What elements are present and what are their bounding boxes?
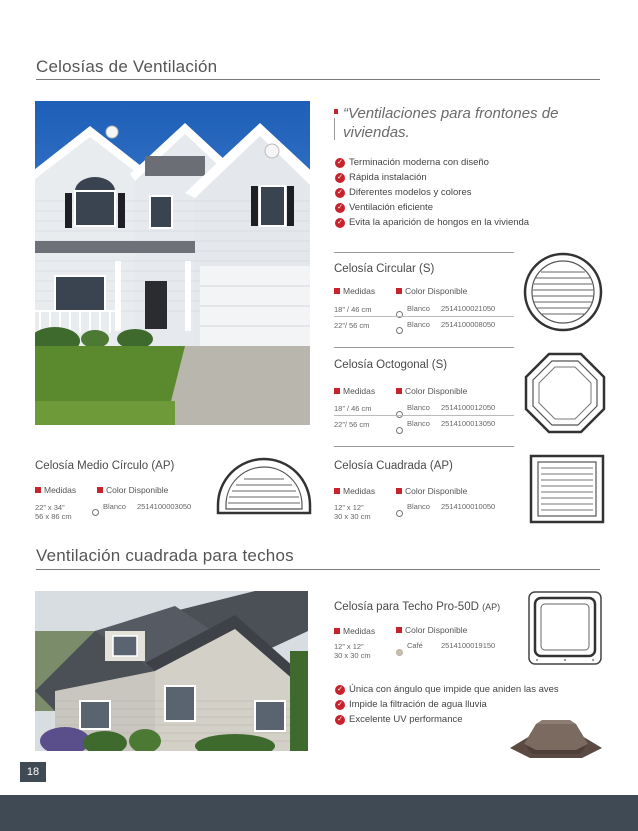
roof-house-photo (35, 591, 308, 751)
check-icon: ✓ (335, 203, 345, 213)
color-label: Color Disponible (396, 386, 467, 396)
color-swatch (92, 503, 99, 521)
color-swatch (396, 421, 403, 439)
size-metric: 30 x 30 cm (334, 651, 371, 660)
row-divider (334, 316, 514, 317)
color-swatch (396, 321, 403, 339)
intro-quote (343, 104, 558, 142)
section-title-techos: Ventilación cuadrada para techos (36, 546, 294, 565)
product-code: 2514100021050 (441, 304, 496, 313)
divider (334, 252, 514, 253)
row-divider (334, 415, 514, 416)
feature-item: ✓ Evita la aparición de hongos en la vivienda (335, 215, 529, 230)
color-name: Blanco (407, 320, 430, 329)
medidas-label: Medidas (334, 386, 375, 396)
color-label: Color Disponible (396, 486, 467, 496)
quote-marker (334, 109, 338, 114)
product-title-circular: Celosía Circular (S) (334, 263, 435, 275)
feature-item: ✓ Terminación moderna con diseño (335, 155, 529, 170)
medidas-label: Medidas (334, 286, 375, 296)
color-label: Color Disponible (97, 485, 168, 495)
section-title-celosias: Celosías de Ventilación (36, 57, 218, 76)
roof-vent-photo (510, 718, 602, 769)
product-title-cuadrada: Celosía Cuadrada (AP) (334, 460, 453, 472)
color-name: Blanco (407, 419, 430, 428)
size: 12” x 12” (334, 503, 364, 512)
size: 18” / 46 cm (334, 305, 372, 314)
square-vent-image (529, 454, 605, 529)
color-name: Blanco (407, 304, 430, 313)
color-label: Color Disponible (396, 625, 467, 635)
check-icon: ✓ (335, 158, 345, 168)
product-title-octogonal: Celosía Octogonal (S) (334, 359, 448, 371)
product-title-techo: Celosía para Techo Pro-50D (AP) (334, 601, 501, 613)
quote-line-1: “Ventilaciones para frontones de (343, 105, 559, 122)
feature-item: ✓ Ventilación eficiente (335, 200, 529, 215)
check-icon: ✓ (335, 218, 345, 228)
feature-item: ✓ Impide la filtración de agua lluvia (335, 697, 559, 712)
product-code: 2514100008050 (441, 320, 496, 329)
color-name: Blanco (407, 403, 430, 412)
feature-list (335, 155, 529, 230)
check-icon: ✓ (335, 685, 345, 695)
feature-item: ✓ Diferentes modelos y colores (335, 185, 529, 200)
check-icon: ✓ (335, 715, 345, 725)
check-icon: ✓ (335, 173, 345, 183)
size: 22”/ 56 cm (334, 420, 370, 429)
half-circle-vent-image (214, 455, 314, 522)
color-label: Color Disponible (396, 286, 467, 296)
product-code: 2514100012050 (441, 403, 496, 412)
color-swatch (396, 643, 403, 661)
feature-item: ✓ Rápida instalación (335, 170, 529, 185)
product-code: 2514100003050 (137, 502, 192, 511)
octagonal-vent-image (524, 352, 606, 439)
medidas-label: Medidas (35, 485, 76, 495)
size-metric: 56 x 86 cm (35, 512, 72, 521)
size: 22” x 34” (35, 503, 65, 512)
medidas-label: Medidas (334, 626, 375, 636)
check-icon: ✓ (335, 188, 345, 198)
footer-bar (0, 795, 638, 831)
feature-item: ✓ Excelente UV performance (335, 712, 559, 727)
size-metric: 30 x 30 cm (334, 512, 371, 521)
house-photo (35, 101, 310, 425)
circular-vent-image (523, 252, 603, 337)
size: 22”/ 56 cm (334, 321, 370, 330)
section-divider (36, 79, 600, 80)
quote-line (334, 118, 335, 140)
check-icon: ✓ (335, 700, 345, 710)
roof-vent-diagram (527, 590, 603, 671)
feature-item: ✓ Única con ángulo que impide que aniden las aves (335, 682, 559, 697)
product-code: 2514100019150 (441, 641, 496, 650)
product-code: 2514100010050 (441, 502, 496, 511)
color-name: Blanco (407, 502, 430, 511)
divider (334, 446, 514, 447)
section-divider (36, 569, 600, 570)
color-name: Blanco (103, 502, 126, 511)
quote-line-2: viviendas. (343, 124, 410, 141)
medidas-label: Medidas (334, 486, 375, 496)
divider (334, 347, 514, 348)
color-name: Café (407, 641, 423, 650)
color-swatch (396, 504, 403, 522)
page-number: 18 (20, 762, 46, 782)
size: 18” / 46 cm (334, 404, 372, 413)
product-title-medio-circulo: Celosía Medio Círculo (AP) (35, 460, 175, 472)
product-code: 2514100013050 (441, 419, 496, 428)
size: 12” x 12” (334, 642, 364, 651)
